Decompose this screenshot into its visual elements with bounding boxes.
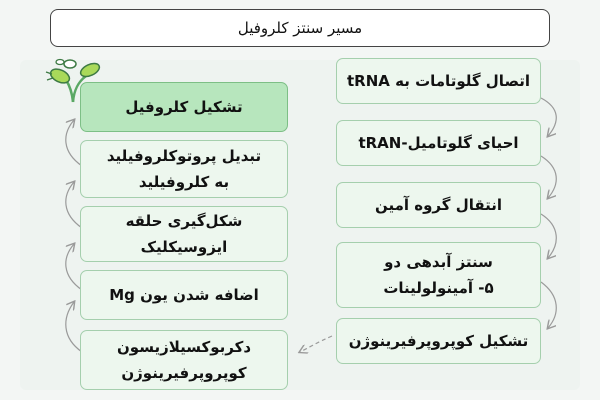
step-mg-insertion bbox=[80, 270, 288, 320]
step-ala-synthesis bbox=[336, 242, 541, 308]
step-label: اتصال گلوتامات به tRNA bbox=[347, 72, 530, 90]
step-glutamate-trna bbox=[336, 58, 541, 104]
step-label: تشکیل کلروفیل bbox=[125, 98, 243, 116]
step-label-line2: کوپروپرفیرینوژن bbox=[121, 364, 247, 382]
step-coproporphyrinogen bbox=[336, 318, 541, 364]
step-label-line1: سنتز آبدهی دو bbox=[384, 253, 493, 271]
step-label: انتقال گروه آمین bbox=[374, 196, 503, 214]
diagram-title bbox=[50, 9, 550, 47]
step-decarboxylation bbox=[80, 330, 288, 390]
step-label-line1: دکربوکسیلازیسون bbox=[116, 338, 252, 356]
step-label-line2: ۵- آمینولولینات bbox=[383, 279, 494, 297]
step-chlorophyll-formation bbox=[80, 82, 288, 132]
step-label-line1: شکل‌گیری حلقه bbox=[125, 212, 243, 230]
step-label-line2: ایزوسیکلیک bbox=[140, 238, 228, 256]
step-glutamyl-reduction bbox=[336, 120, 541, 166]
step-label-line1: تبدیل پروتوکلروفیلید bbox=[106, 147, 262, 165]
step-label-line2: به کلروفیلید bbox=[138, 173, 230, 191]
step-protochlorophyllide-conversion bbox=[80, 140, 288, 198]
step-label: اضافه شدن یون Mg bbox=[109, 286, 259, 304]
step-amine-transfer bbox=[336, 182, 541, 228]
step-isocyclic-ring bbox=[80, 206, 288, 262]
step-label: تشکیل کوپروپرفیرینوژن bbox=[348, 332, 529, 350]
step-label: احیای گلوتامیل-tRAN bbox=[358, 134, 519, 152]
diagram-title-text: مسیر سنتز کلروفیل bbox=[237, 19, 363, 37]
